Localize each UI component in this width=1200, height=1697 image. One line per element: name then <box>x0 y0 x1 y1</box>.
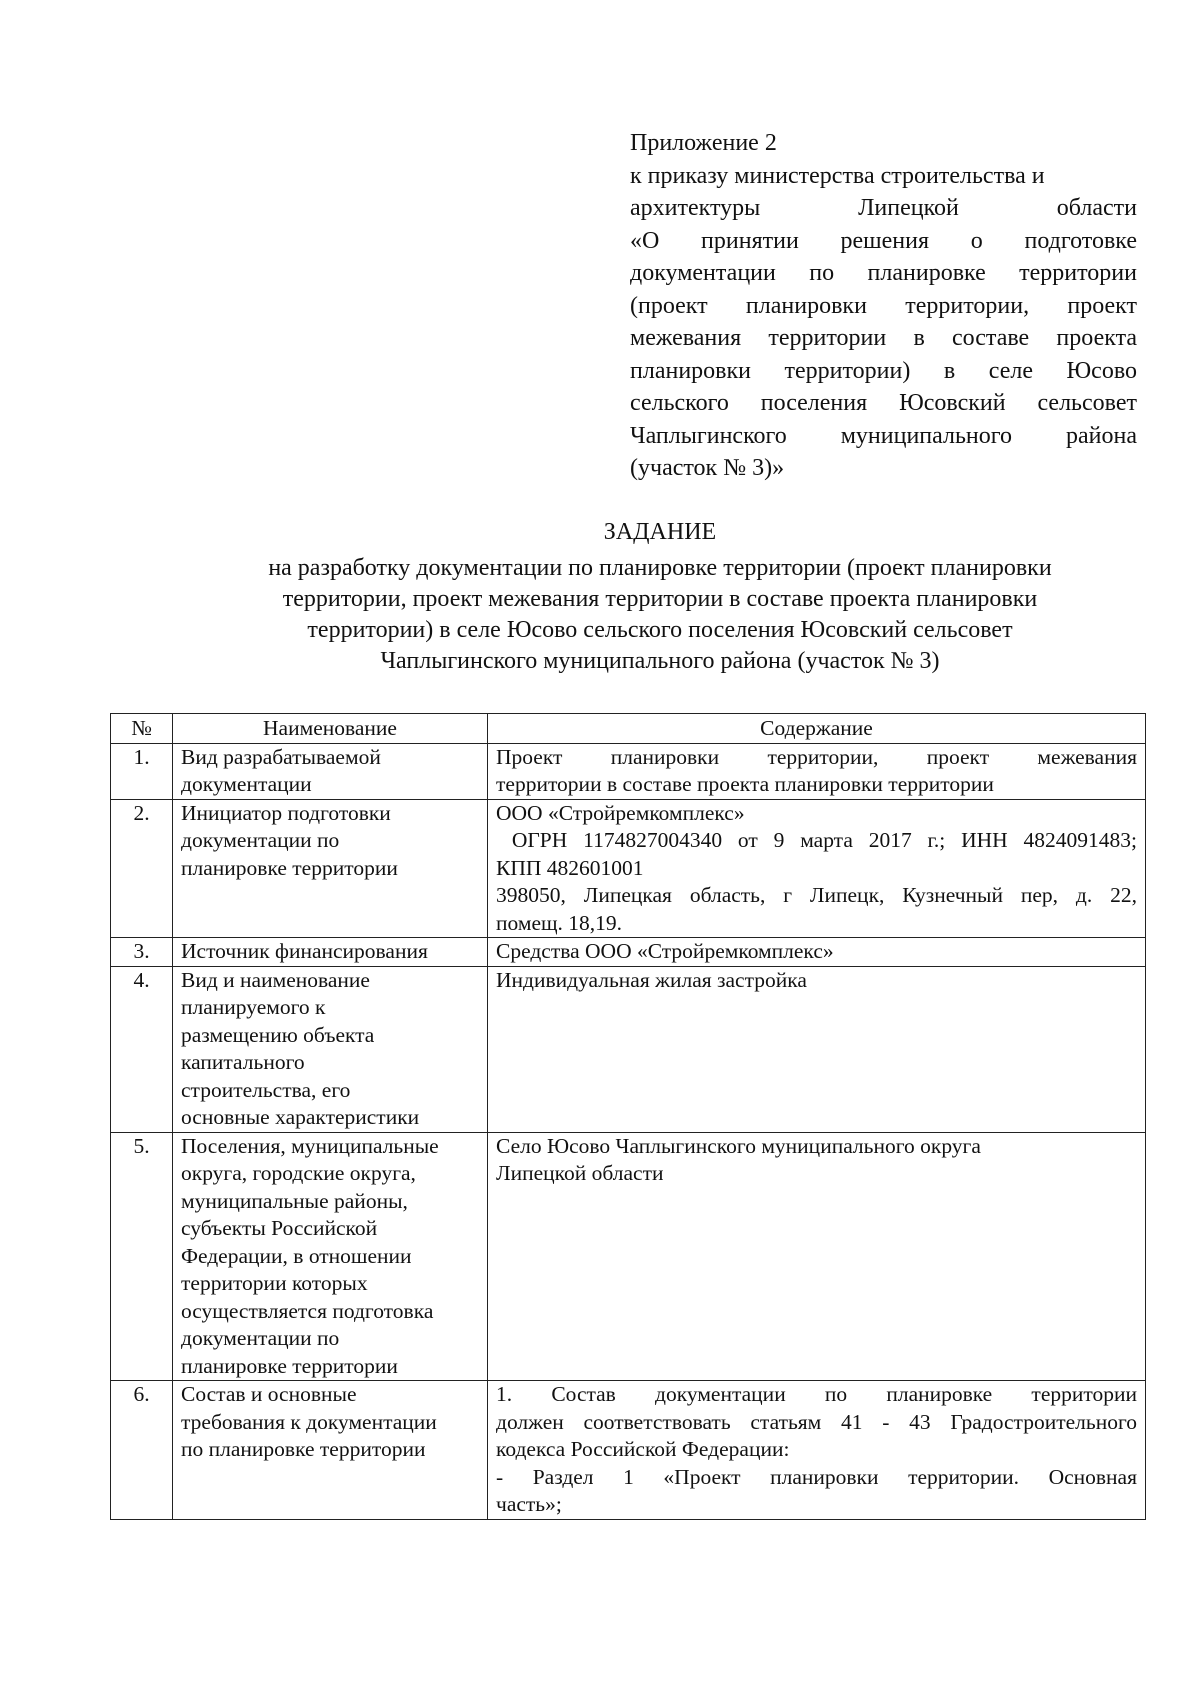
row-content-line: часть»; <box>496 1492 562 1516</box>
row-name-line: Состав и основные <box>181 1382 357 1406</box>
row-number: 2. <box>111 799 173 938</box>
row-number: 3. <box>111 938 173 967</box>
row-content <box>488 1381 1146 1520</box>
row-content <box>488 743 1146 799</box>
row-content-line: 1. Состав документации по планировке территории <box>496 1382 1137 1406</box>
subtitle-line: Чаплыгинского муниципального района (участок № 3) <box>380 648 940 674</box>
table-row <box>111 1132 1146 1381</box>
row-content-line: Индивидуальная жилая застройка <box>496 967 807 992</box>
row-content <box>488 799 1146 938</box>
row-name-line: Инициатор подготовки <box>181 800 391 825</box>
table-row <box>111 743 1146 799</box>
row-content-line: ОГРН 1174827004340 от 9 марта 2017 г.; ИНН 4824091483; <box>496 828 1137 852</box>
row-name <box>173 743 488 799</box>
row-content <box>488 938 1146 967</box>
subtitle-line: территории, проект межевания территории в составе проекта планировки <box>282 586 1038 612</box>
row-name-line: документации по <box>181 1326 340 1350</box>
row-number: 6. <box>111 1381 173 1520</box>
row-name-line: Вид и наименование <box>181 967 370 992</box>
row-content <box>488 1132 1146 1381</box>
row-name <box>173 799 488 938</box>
appendix-line: (проект планировки территории, проект <box>630 292 1137 319</box>
appendix-line: (участок № 3)» <box>630 455 785 481</box>
table-row <box>111 1381 1146 1520</box>
row-content <box>488 966 1146 1132</box>
row-name-line: Поселения, муниципальные <box>181 1133 439 1158</box>
subtitle-line: на разработку документации по планировке территории (проект планировки <box>268 555 1052 581</box>
row-name-line: размещению объекта <box>181 1022 375 1047</box>
row-number: 4. <box>111 966 173 1132</box>
appendix-line: сельского поселения Юсовский сельсовет <box>630 390 1137 416</box>
row-content-line: территории в составе проекта планировки территории <box>496 772 994 796</box>
row-content-line: 398050, Липецкая область, г Липецк, Кузнечный пер, д. 22, <box>496 883 1137 907</box>
row-content-line: Село Юсово Чаплыгинского муниципального округа <box>496 1133 981 1158</box>
header-content: Содержание <box>488 714 1146 744</box>
header-number: № <box>111 714 173 744</box>
row-name-line: планировке территории <box>181 1353 398 1378</box>
document-title: ЗАДАНИЕ <box>603 519 717 545</box>
row-content-line: помещ. 18,19. <box>496 910 623 935</box>
row-content-line: КПП 482601001 <box>496 855 644 880</box>
row-name-line: по планировке территории <box>181 1437 426 1461</box>
row-content-line: - Раздел 1 «Проект планировки территории. Основная <box>496 1464 1137 1489</box>
table-row <box>111 799 1146 938</box>
row-content-line: кодекса Российской Федерации: <box>496 1437 790 1461</box>
row-content-line: должен соответствовать статьям 41 - 43 Градостроительного <box>496 1409 1137 1434</box>
appendix-line: планировки территории) в селе Юсово <box>630 357 1137 384</box>
row-name-line: документации по <box>181 828 340 852</box>
appendix-line: к приказу министерства строительства и <box>630 162 1045 189</box>
table-header-row <box>111 714 1146 744</box>
row-name-line: Федерации, в отношении <box>181 1243 412 1268</box>
row-name-line: территории которых <box>181 1271 368 1295</box>
appendix-line: межевания территории в составе проекта <box>630 325 1137 351</box>
row-number: 1. <box>111 743 173 799</box>
appendix-line: Приложение 2 <box>630 130 777 156</box>
row-name-line: капитального <box>181 1050 305 1074</box>
row-name-line: основные характеристики <box>181 1105 420 1129</box>
row-name-line: планировке территории <box>181 855 398 880</box>
appendix-line: документации по планировке территории <box>630 260 1137 286</box>
row-name-line: Вид разрабатываемой <box>181 744 381 769</box>
table-row <box>111 938 1146 967</box>
appendix-block <box>630 127 1137 485</box>
task-table <box>110 713 1146 1520</box>
row-name-line: осуществляется подготовка <box>181 1298 434 1323</box>
row-content-line: Проект планировки территории, проект межевания <box>496 744 1137 769</box>
row-name-line: округа, городские округа, <box>181 1161 416 1185</box>
document-subtitle <box>0 553 1200 677</box>
row-content-line: Средства ООО «Стройремкомплекс» <box>496 939 834 963</box>
row-content-line: Липецкой области <box>496 1161 664 1185</box>
row-name-line: Источник финансирования <box>181 939 428 963</box>
header-name: Наименование <box>173 714 488 744</box>
row-name <box>173 966 488 1132</box>
subtitle-line: территории) в селе Юсово сельского поселения Юсовский сельсовет <box>307 617 1013 643</box>
row-number: 5. <box>111 1132 173 1381</box>
row-name-line: планируемого к <box>181 995 326 1019</box>
row-name-line: документации <box>181 772 312 796</box>
appendix-line: Чаплыгинского муниципального района <box>630 422 1137 449</box>
row-name-line: муниципальные районы, <box>181 1188 408 1213</box>
row-name-line: строительства, его <box>181 1077 351 1102</box>
row-name <box>173 938 488 967</box>
appendix-line: «О принятии решения о подготовке <box>630 227 1137 254</box>
row-name-line: субъекты Российской <box>181 1216 378 1240</box>
row-name-line: требования к документации <box>181 1409 437 1434</box>
appendix-line: архитектуры Липецкой области <box>630 195 1137 221</box>
row-name <box>173 1132 488 1381</box>
row-content-line: ООО «Стройремкомплекс» <box>496 800 745 825</box>
table-row <box>111 966 1146 1132</box>
row-name <box>173 1381 488 1520</box>
